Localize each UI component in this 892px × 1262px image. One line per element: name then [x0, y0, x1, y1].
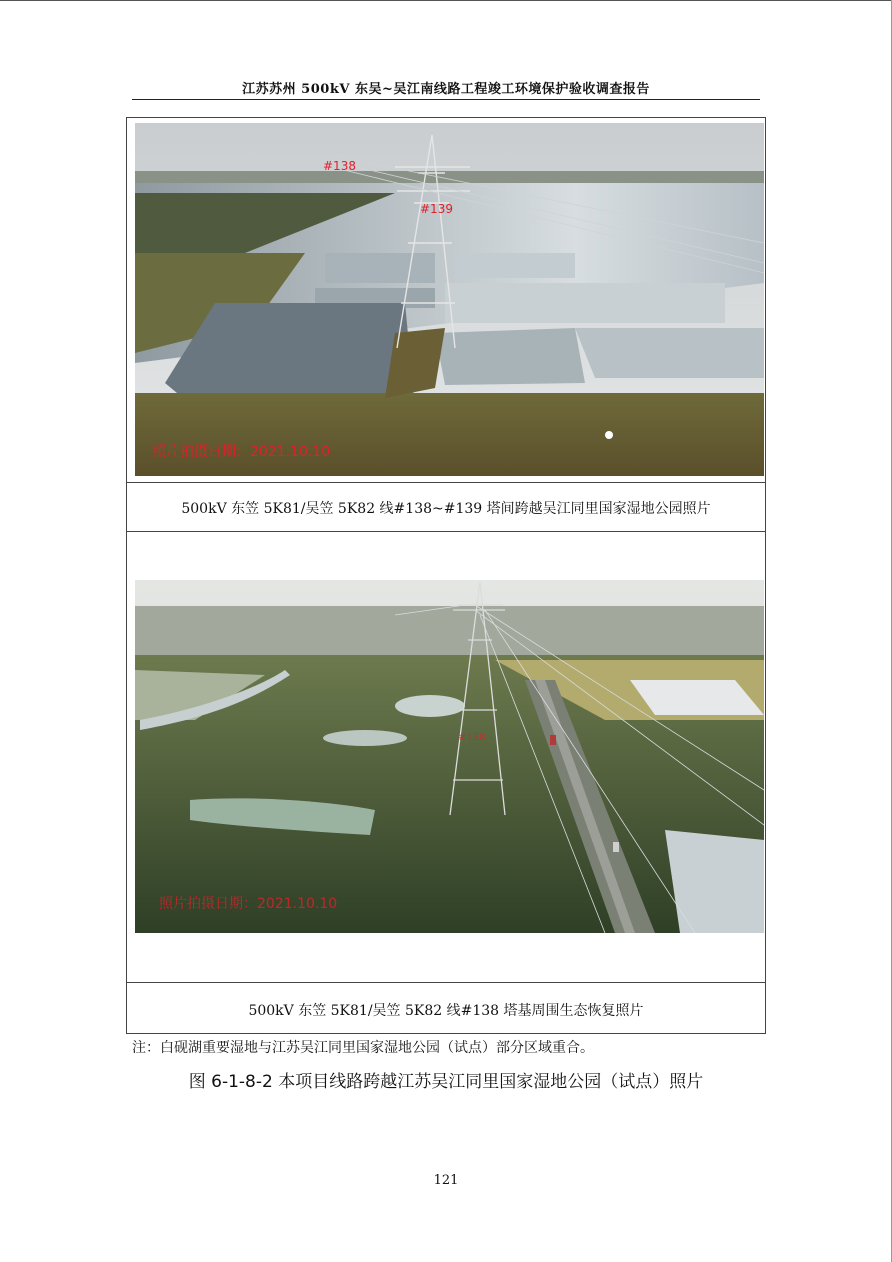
photo-caption: 500kV 东笠 5K81/吴笠 5K82 线#138~#139 塔间跨越吴江同里国家湿地公园照片: [181, 501, 711, 517]
photo-date-stamp: 照片拍摄日期：2021.10.10: [152, 444, 331, 460]
page-top-border: [0, 0, 892, 1]
running-header: 江苏苏州 500kV 东吴~吴江南线路工程竣工环境保护验收调查报告: [242, 82, 650, 97]
photo-caption: 500kV 东笠 5K81/吴笠 5K82 线#138 塔基周围生态恢复照片: [248, 1003, 644, 1019]
tower-label-138: #138: [323, 159, 356, 173]
tower-label-138: #138: [458, 732, 486, 743]
figure-caption: 图 6-1-8-2 本项目线路跨越江苏吴江同里国家湿地公园（试点）照片: [188, 1072, 704, 1092]
photo-tower-base-restoration: [135, 580, 764, 933]
row-separator: [127, 482, 765, 483]
photo-wetland-crossing-image: [135, 123, 764, 476]
footnote: 注：白砚湖重要湿地与江苏吴江同里国家湿地公园（试点）部分区域重合。: [132, 1040, 594, 1056]
photo-wetland-crossing: [135, 123, 764, 476]
photo-tower-base-image: [135, 580, 764, 933]
header-rule: [132, 99, 760, 100]
tower-label-139: #139: [420, 202, 453, 216]
photo-table: [126, 117, 766, 1034]
row-separator: [127, 982, 765, 983]
row-separator: [127, 531, 765, 532]
photo-date-stamp: 照片拍摄日期：2021.10.10: [159, 896, 338, 912]
page-number: 121: [433, 1173, 459, 1188]
